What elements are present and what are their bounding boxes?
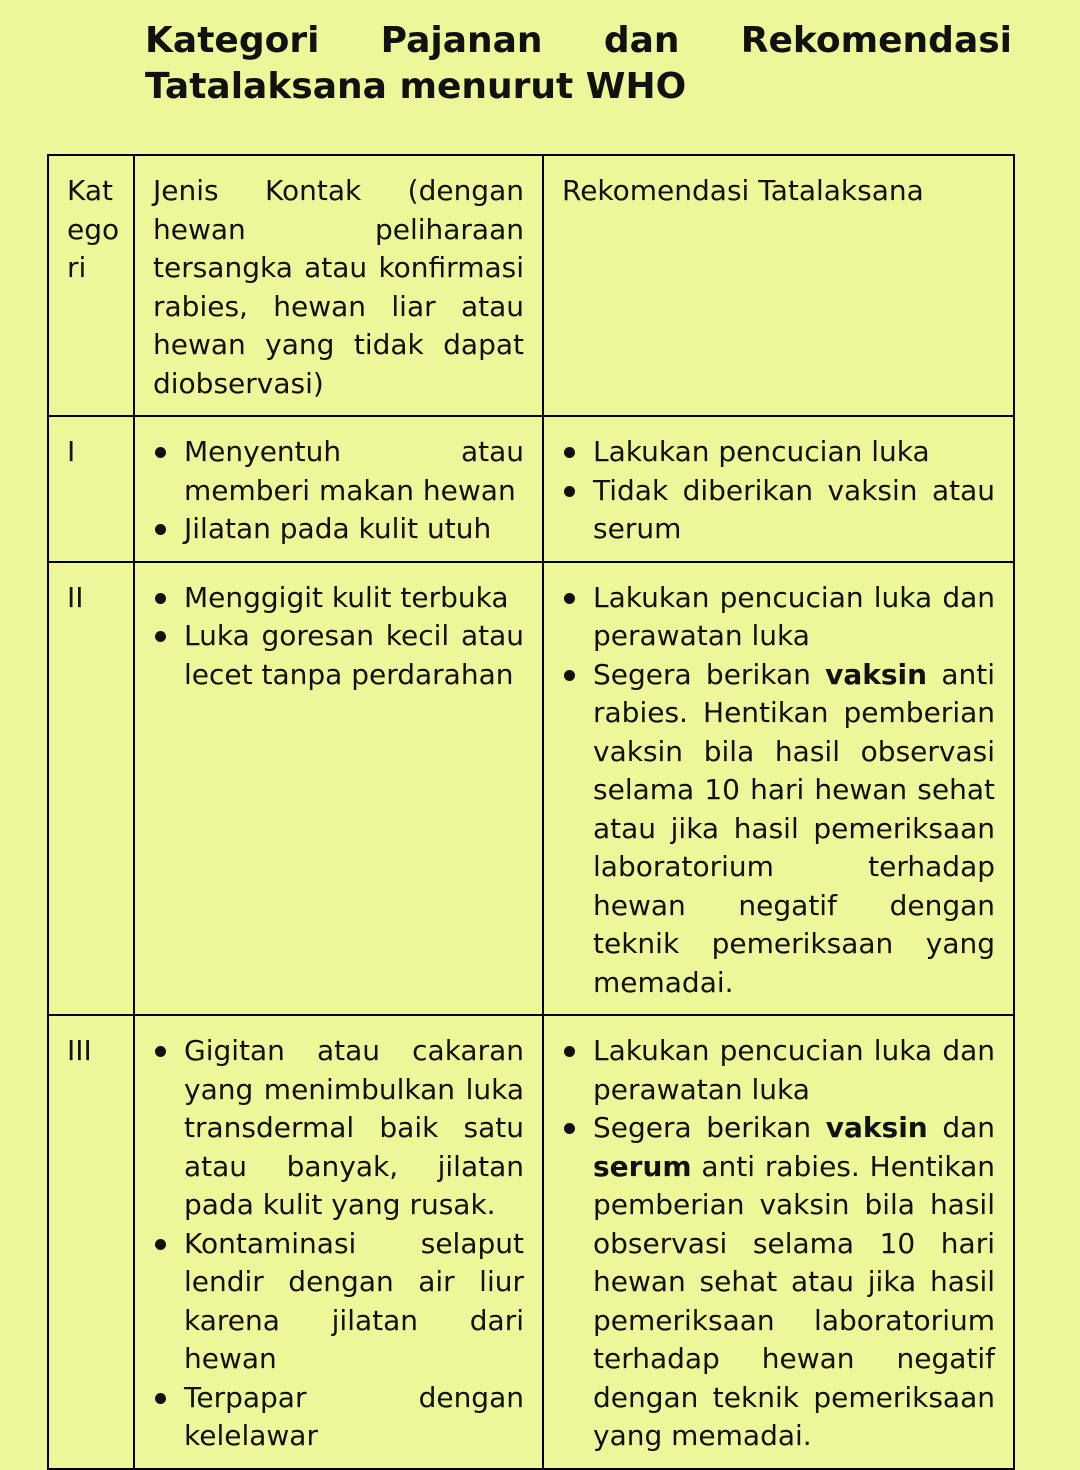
header-jenis-kontak-text: Jenis Kontak (dengan hewan peliharaan tersangka atau konfirmasi rabies, hewan liar atau hewan yang tidak dapat diobservasi) [153, 174, 524, 400]
row-kategori-value: II [67, 580, 84, 614]
list-item: Luka goresan kecil atau lecet tanpa perdarahan [153, 617, 524, 694]
page-title-line-1: Kategori Pajanan dan Rekomendasi [145, 20, 1012, 61]
table-row [48, 562, 1014, 1016]
rekomendasi-list [562, 579, 995, 1003]
list-item [562, 1109, 995, 1456]
kontak-list [153, 433, 524, 549]
list-item-text: dan [927, 1111, 995, 1144]
row-kontak-cell [134, 562, 543, 1016]
list-item: Menggigit kulit terbuka [153, 579, 524, 618]
list-item-text: Tidak diberikan vaksin atau serum [593, 473, 995, 545]
row-kategori [48, 1015, 134, 1469]
header-rekomendasi [543, 155, 1014, 416]
list-item: Menyentuh atau memberi makan hewan [153, 433, 524, 510]
list-item [562, 656, 995, 1003]
row-rekomendasi-cell [543, 562, 1014, 1016]
list-item-text: anti rabies. Hentikan pemberian vaksin bila hasil observasi selama 10 hari hewan sehat atau jika hasil pemeriksaan laboratorium terhadap hewan negatif dengan teknik pemeriksaan yang memadai. [593, 1149, 995, 1452]
table-header-row [48, 155, 1014, 416]
header-jenis-kontak [134, 155, 543, 416]
table-row [48, 416, 1014, 562]
row-kategori [48, 562, 134, 1016]
list-item-text: Lakukan pencucian luka [593, 435, 930, 468]
row-kategori [48, 416, 134, 562]
list-item [562, 433, 995, 472]
header-rekomendasi-text: Rekomendasi Tatalaksana [562, 174, 924, 207]
exposure-category-table [47, 154, 1015, 1470]
kontak-list [153, 1032, 524, 1456]
emphasis-text: vaksin [825, 1111, 928, 1144]
list-item [562, 472, 995, 549]
page-title [145, 18, 1012, 110]
list-item: Terpapar dengan kelelawar [153, 1379, 524, 1456]
rekomendasi-list [562, 433, 995, 549]
emphasis-text: serum [593, 1149, 692, 1183]
row-kontak-cell [134, 416, 543, 562]
table-row [48, 1015, 1014, 1469]
emphasis-text: vaksin [825, 657, 928, 691]
list-item-text: Lakukan pencucian luka dan perawatan luka [593, 580, 995, 652]
list-item [562, 579, 995, 656]
row-kontak-cell [134, 1015, 543, 1469]
row-kategori-value: III [67, 1034, 92, 1067]
list-item [562, 1032, 995, 1109]
list-item: Gigitan atau cakaran yang menimbulkan luka transdermal baik satu atau banyak, jilatan pada kulit yang rusak. [153, 1032, 524, 1225]
rekomendasi-list [562, 1032, 995, 1456]
list-item: Jilatan pada kulit utuh [153, 510, 524, 549]
header-kategori-text: Kategori [67, 174, 120, 284]
list-item-text: Lakukan pencucian luka dan perawatan luka [593, 1034, 995, 1106]
list-item-text: Segera berikan [593, 657, 826, 691]
row-rekomendasi-cell [543, 1015, 1014, 1469]
row-rekomendasi-cell [543, 416, 1014, 562]
list-item-text: anti rabies. Hentikan pemberian vaksin bila hasil observasi selama 10 hari hewan sehat atau jika hasil pemeriksaan laboratorium terhadap hewan negatif dengan teknik pemeriksaan yang memadai. [593, 657, 995, 999]
row-kategori-value: I [67, 435, 76, 468]
header-kategori [48, 155, 134, 416]
list-item-text: Segera berikan [593, 1111, 826, 1144]
list-item: Kontaminasi selaput lendir dengan air liur karena jilatan dari hewan [153, 1225, 524, 1379]
kontak-list [153, 579, 524, 695]
page-title-line-2: Tatalaksana menurut WHO [145, 66, 687, 107]
